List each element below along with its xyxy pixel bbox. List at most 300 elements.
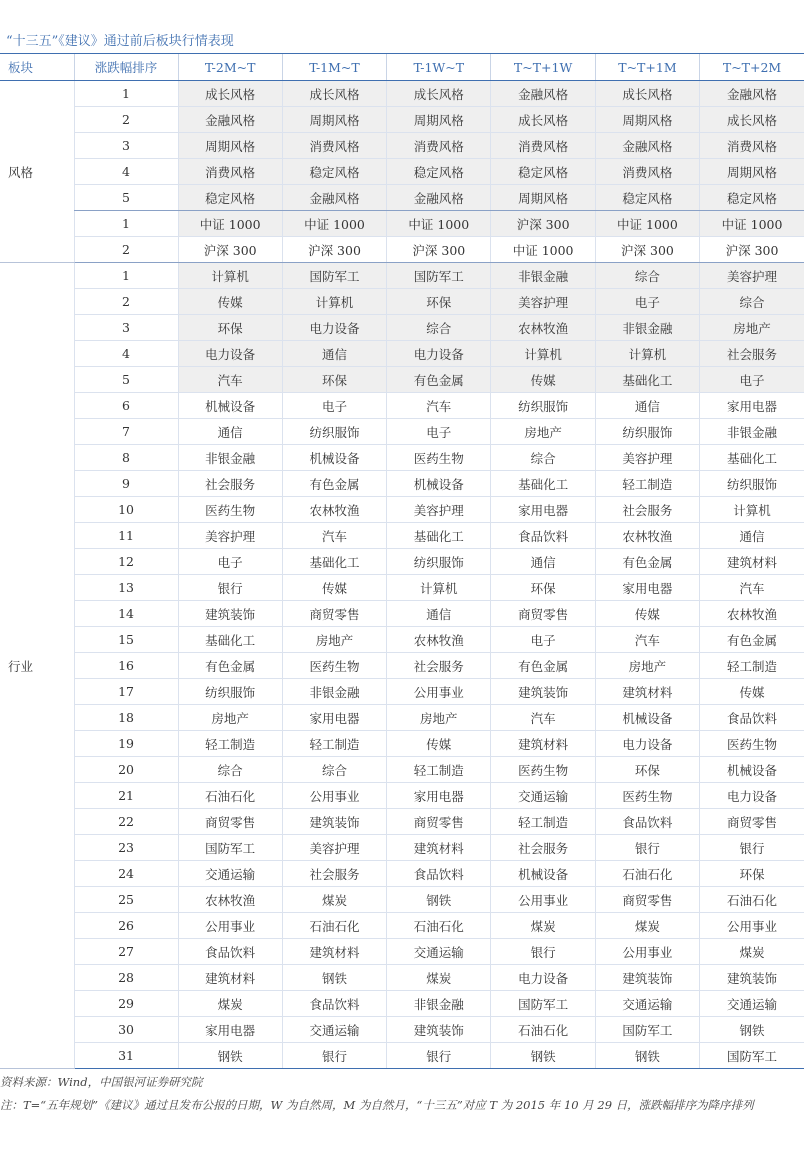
value-cell: 综合: [491, 445, 595, 471]
table-row: [0, 445, 804, 471]
value-cell: 煤炭: [595, 913, 699, 939]
value-cell: 建筑材料: [282, 939, 386, 965]
value-cell: 石油石化: [700, 887, 804, 913]
value-cell: 钢铁: [387, 887, 491, 913]
rank-cell: 2: [74, 237, 178, 263]
rank-cell: 3: [74, 133, 178, 159]
value-cell: 食品饮料: [387, 861, 491, 887]
value-cell: 传媒: [700, 679, 804, 705]
value-cell: 美容护理: [387, 497, 491, 523]
value-cell: 金融风格: [700, 81, 804, 107]
value-cell: 周期风格: [178, 133, 282, 159]
value-cell: 沪深 300: [491, 211, 595, 237]
table-row: [0, 497, 804, 523]
value-cell: 交通运输: [282, 1017, 386, 1043]
value-cell: 周期风格: [700, 159, 804, 185]
value-cell: 商贸零售: [178, 809, 282, 835]
value-cell: 消费风格: [178, 159, 282, 185]
value-cell: 医药生物: [491, 757, 595, 783]
table-row: [0, 991, 804, 1017]
value-cell: 传媒: [491, 367, 595, 393]
table-row: [0, 315, 804, 341]
source-note: 资料来源：Wind，中国银河证券研究院: [0, 1075, 203, 1089]
value-cell: 食品饮料: [700, 705, 804, 731]
rank-cell: 12: [74, 549, 178, 575]
value-cell: 轻工制造: [491, 809, 595, 835]
table-row: [0, 809, 804, 835]
rank-cell: 15: [74, 627, 178, 653]
value-cell: 钢铁: [491, 1043, 595, 1069]
value-cell: 医药生物: [178, 497, 282, 523]
value-cell: 汽车: [387, 393, 491, 419]
value-cell: 有色金属: [282, 471, 386, 497]
value-cell: 稳定风格: [282, 159, 386, 185]
value-cell: 机械设备: [491, 861, 595, 887]
value-cell: 成长风格: [491, 107, 595, 133]
value-cell: 中证 1000: [282, 211, 386, 237]
value-cell: 农林牧渔: [387, 627, 491, 653]
value-cell: 综合: [595, 263, 699, 289]
table-row: [0, 783, 804, 809]
header-t-2m: T-2M~T: [178, 54, 282, 81]
table-row: [0, 393, 804, 419]
value-cell: 煤炭: [282, 887, 386, 913]
value-cell: 通信: [178, 419, 282, 445]
table-row: [0, 575, 804, 601]
value-cell: 周期风格: [387, 107, 491, 133]
table-row: [0, 679, 804, 705]
value-cell: 建筑材料: [595, 679, 699, 705]
value-cell: 纺织服饰: [178, 679, 282, 705]
value-cell: 公用事业: [595, 939, 699, 965]
value-cell: 煤炭: [491, 913, 595, 939]
value-cell: 综合: [282, 757, 386, 783]
value-cell: 农林牧渔: [700, 601, 804, 627]
table-header-row: [0, 54, 804, 81]
value-cell: 环保: [595, 757, 699, 783]
table-row: [0, 81, 804, 107]
value-cell: 交通运输: [595, 991, 699, 1017]
rank-cell: 28: [74, 965, 178, 991]
rank-cell: 16: [74, 653, 178, 679]
rank-cell: 11: [74, 523, 178, 549]
rank-cell: 18: [74, 705, 178, 731]
value-cell: 商贸零售: [491, 601, 595, 627]
value-cell: 环保: [282, 367, 386, 393]
value-cell: 沪深 300: [387, 237, 491, 263]
value-cell: 环保: [387, 289, 491, 315]
header-t-1w: T-1W~T: [387, 54, 491, 81]
value-cell: 石油石化: [595, 861, 699, 887]
value-cell: 基础化工: [491, 471, 595, 497]
value-cell: 环保: [491, 575, 595, 601]
value-cell: 银行: [178, 575, 282, 601]
value-cell: 商贸零售: [387, 809, 491, 835]
value-cell: 环保: [700, 861, 804, 887]
value-cell: 成长风格: [178, 81, 282, 107]
value-cell: 非银金融: [491, 263, 595, 289]
value-cell: 农林牧渔: [491, 315, 595, 341]
table-row: [0, 289, 804, 315]
table-row: [0, 237, 804, 263]
value-cell: 有色金属: [178, 653, 282, 679]
value-cell: 医药生物: [700, 731, 804, 757]
value-cell: 社会服务: [491, 835, 595, 861]
value-cell: 消费风格: [595, 159, 699, 185]
value-cell: 非银金融: [700, 419, 804, 445]
rank-cell: 20: [74, 757, 178, 783]
header-t-plus-1m: T~T+1M: [595, 54, 699, 81]
value-cell: 交通运输: [700, 991, 804, 1017]
value-cell: 建筑装饰: [700, 965, 804, 991]
value-cell: 有色金属: [387, 367, 491, 393]
value-cell: 电子: [178, 549, 282, 575]
table-row: [0, 263, 804, 289]
value-cell: 钢铁: [700, 1017, 804, 1043]
value-cell: 国防军工: [595, 1017, 699, 1043]
value-cell: 食品饮料: [595, 809, 699, 835]
value-cell: 沪深 300: [282, 237, 386, 263]
value-cell: 汽车: [595, 627, 699, 653]
value-cell: 建筑材料: [178, 965, 282, 991]
value-cell: 社会服务: [178, 471, 282, 497]
value-cell: 沪深 300: [700, 237, 804, 263]
table-row: [0, 861, 804, 887]
value-cell: 家用电器: [282, 705, 386, 731]
table-row: [0, 341, 804, 367]
value-cell: 汽车: [491, 705, 595, 731]
value-cell: 建筑装饰: [282, 809, 386, 835]
value-cell: 金融风格: [282, 185, 386, 211]
value-cell: 消费风格: [282, 133, 386, 159]
rank-cell: 13: [74, 575, 178, 601]
value-cell: 国防军工: [491, 991, 595, 1017]
value-cell: 轻工制造: [595, 471, 699, 497]
value-cell: 社会服务: [282, 861, 386, 887]
rank-cell: 2: [74, 289, 178, 315]
value-cell: 中证 1000: [178, 211, 282, 237]
value-cell: 轻工制造: [282, 731, 386, 757]
value-cell: 建筑装饰: [595, 965, 699, 991]
rank-cell: 21: [74, 783, 178, 809]
value-cell: 非银金融: [595, 315, 699, 341]
rank-cell: 3: [74, 315, 178, 341]
value-cell: 煤炭: [387, 965, 491, 991]
value-cell: 商贸零售: [700, 809, 804, 835]
value-cell: 医药生物: [595, 783, 699, 809]
value-cell: 家用电器: [700, 393, 804, 419]
value-cell: 建筑装饰: [178, 601, 282, 627]
value-cell: 食品饮料: [282, 991, 386, 1017]
value-cell: 交通运输: [491, 783, 595, 809]
value-cell: 非银金融: [387, 991, 491, 1017]
value-cell: 计算机: [282, 289, 386, 315]
value-cell: 计算机: [700, 497, 804, 523]
value-cell: 家用电器: [595, 575, 699, 601]
rank-cell: 27: [74, 939, 178, 965]
value-cell: 美容护理: [282, 835, 386, 861]
value-cell: 成长风格: [387, 81, 491, 107]
header-t-plus-2m: T~T+2M: [700, 54, 804, 81]
value-cell: 电力设备: [595, 731, 699, 757]
value-cell: 电子: [700, 367, 804, 393]
value-cell: 农林牧渔: [178, 887, 282, 913]
table-body: [0, 81, 804, 1069]
table-row: [0, 419, 804, 445]
value-cell: 中证 1000: [700, 211, 804, 237]
value-cell: 美容护理: [595, 445, 699, 471]
table-row: [0, 731, 804, 757]
sector-performance-table: [0, 53, 804, 1069]
table-row: [0, 211, 804, 237]
value-cell: 金融风格: [178, 107, 282, 133]
value-cell: 稳定风格: [178, 185, 282, 211]
value-cell: 基础化工: [178, 627, 282, 653]
value-cell: 机械设备: [282, 445, 386, 471]
value-cell: 钢铁: [178, 1043, 282, 1069]
table-row: [0, 887, 804, 913]
rank-cell: 2: [74, 107, 178, 133]
table-title: “十三五”《建议》通过前后板块行情表现: [6, 34, 234, 49]
table-row: [0, 939, 804, 965]
rank-cell: 4: [74, 341, 178, 367]
value-cell: 环保: [178, 315, 282, 341]
value-cell: 石油石化: [178, 783, 282, 809]
value-cell: 房地产: [282, 627, 386, 653]
value-cell: 建筑材料: [491, 731, 595, 757]
value-cell: 公用事业: [700, 913, 804, 939]
value-cell: 电力设备: [178, 341, 282, 367]
value-cell: 周期风格: [282, 107, 386, 133]
table-row: [0, 133, 804, 159]
value-cell: 农林牧渔: [595, 523, 699, 549]
value-cell: 稳定风格: [387, 159, 491, 185]
value-cell: 轻工制造: [700, 653, 804, 679]
value-cell: 银行: [282, 1043, 386, 1069]
value-cell: 医药生物: [282, 653, 386, 679]
rank-cell: 22: [74, 809, 178, 835]
table-row: [0, 757, 804, 783]
header-rank: 涨跌幅排序: [74, 54, 178, 81]
value-cell: 美容护理: [700, 263, 804, 289]
rank-cell: 5: [74, 367, 178, 393]
value-cell: 食品饮料: [491, 523, 595, 549]
rank-cell: 30: [74, 1017, 178, 1043]
table-row: [0, 1043, 804, 1069]
value-cell: 传媒: [387, 731, 491, 757]
value-cell: 汽车: [178, 367, 282, 393]
value-cell: 美容护理: [178, 523, 282, 549]
value-cell: 国防军工: [700, 1043, 804, 1069]
value-cell: 电力设备: [491, 965, 595, 991]
value-cell: 公用事业: [387, 679, 491, 705]
value-cell: 房地产: [700, 315, 804, 341]
rank-cell: 7: [74, 419, 178, 445]
value-cell: 国防军工: [178, 835, 282, 861]
value-cell: 纺织服饰: [700, 471, 804, 497]
value-cell: 房地产: [595, 653, 699, 679]
value-cell: 建筑材料: [387, 835, 491, 861]
value-cell: 电力设备: [387, 341, 491, 367]
table-row: [0, 1017, 804, 1043]
value-cell: 钢铁: [595, 1043, 699, 1069]
value-cell: 煤炭: [178, 991, 282, 1017]
value-cell: 房地产: [178, 705, 282, 731]
value-cell: 医药生物: [387, 445, 491, 471]
value-cell: 沪深 300: [178, 237, 282, 263]
rank-cell: 1: [74, 81, 178, 107]
value-cell: 机械设备: [700, 757, 804, 783]
value-cell: 成长风格: [595, 81, 699, 107]
value-cell: 基础化工: [282, 549, 386, 575]
rank-cell: 14: [74, 601, 178, 627]
rank-cell: 23: [74, 835, 178, 861]
value-cell: 综合: [387, 315, 491, 341]
value-cell: 银行: [700, 835, 804, 861]
value-cell: 纺织服饰: [387, 549, 491, 575]
value-cell: 传媒: [282, 575, 386, 601]
value-cell: 银行: [491, 939, 595, 965]
value-cell: 有色金属: [491, 653, 595, 679]
value-cell: 通信: [387, 601, 491, 627]
value-cell: 建筑材料: [700, 549, 804, 575]
rank-cell: 31: [74, 1043, 178, 1069]
value-cell: 轻工制造: [387, 757, 491, 783]
value-cell: 公用事业: [491, 887, 595, 913]
value-cell: 稳定风格: [700, 185, 804, 211]
value-cell: 非银金融: [178, 445, 282, 471]
rank-cell: 17: [74, 679, 178, 705]
rank-cell: 24: [74, 861, 178, 887]
value-cell: 通信: [282, 341, 386, 367]
table-row: [0, 549, 804, 575]
value-cell: 交通运输: [178, 861, 282, 887]
table-row: [0, 367, 804, 393]
header-sector: 板块: [0, 54, 74, 81]
rank-cell: 4: [74, 159, 178, 185]
value-cell: 交通运输: [387, 939, 491, 965]
value-cell: 电子: [282, 393, 386, 419]
value-cell: 钢铁: [282, 965, 386, 991]
table-row: [0, 965, 804, 991]
value-cell: 家用电器: [491, 497, 595, 523]
table-row: [0, 107, 804, 133]
table-row: [0, 471, 804, 497]
rank-cell: 1: [74, 263, 178, 289]
value-cell: 银行: [595, 835, 699, 861]
value-cell: 银行: [387, 1043, 491, 1069]
value-cell: 稳定风格: [595, 185, 699, 211]
value-cell: 农林牧渔: [282, 497, 386, 523]
group-label: 风格: [0, 81, 74, 263]
value-cell: 综合: [178, 757, 282, 783]
rank-cell: 25: [74, 887, 178, 913]
value-cell: 石油石化: [491, 1017, 595, 1043]
rank-cell: 29: [74, 991, 178, 1017]
rank-cell: 6: [74, 393, 178, 419]
rank-cell: 1: [74, 211, 178, 237]
value-cell: 有色金属: [595, 549, 699, 575]
value-cell: 电力设备: [282, 315, 386, 341]
value-cell: 沪深 300: [595, 237, 699, 263]
value-cell: 中证 1000: [387, 211, 491, 237]
value-cell: 通信: [700, 523, 804, 549]
value-cell: 有色金属: [700, 627, 804, 653]
value-cell: 成长风格: [700, 107, 804, 133]
value-cell: 金融风格: [387, 185, 491, 211]
value-cell: 公用事业: [282, 783, 386, 809]
table-row: [0, 705, 804, 731]
value-cell: 基础化工: [595, 367, 699, 393]
table-row: [0, 835, 804, 861]
value-cell: 周期风格: [595, 107, 699, 133]
value-cell: 稳定风格: [491, 159, 595, 185]
value-cell: 石油石化: [282, 913, 386, 939]
value-cell: 非银金融: [282, 679, 386, 705]
value-cell: 机械设备: [387, 471, 491, 497]
table-row: [0, 601, 804, 627]
value-cell: 汽车: [700, 575, 804, 601]
rank-cell: 5: [74, 185, 178, 211]
value-cell: 通信: [491, 549, 595, 575]
value-cell: 纺织服饰: [282, 419, 386, 445]
table-row: [0, 653, 804, 679]
value-cell: 机械设备: [595, 705, 699, 731]
value-cell: 纺织服饰: [595, 419, 699, 445]
value-cell: 通信: [595, 393, 699, 419]
value-cell: 金融风格: [595, 133, 699, 159]
value-cell: 金融风格: [491, 81, 595, 107]
value-cell: 机械设备: [178, 393, 282, 419]
header-t-plus-1w: T~T+1W: [491, 54, 595, 81]
table-row: [0, 523, 804, 549]
table-row: [0, 159, 804, 185]
value-cell: 家用电器: [178, 1017, 282, 1043]
group-label: 行业: [0, 263, 74, 1069]
value-cell: 电子: [595, 289, 699, 315]
value-cell: 美容护理: [491, 289, 595, 315]
value-cell: 公用事业: [178, 913, 282, 939]
value-cell: 基础化工: [387, 523, 491, 549]
value-cell: 商贸零售: [595, 887, 699, 913]
table-row: [0, 185, 804, 211]
value-cell: 中证 1000: [595, 211, 699, 237]
value-cell: 家用电器: [387, 783, 491, 809]
value-cell: 房地产: [387, 705, 491, 731]
value-cell: 传媒: [178, 289, 282, 315]
footnote: 注：T=“五年规划”《建议》通过且发布公报的日期，W 为自然周，M 为自然月，“十三五”对应 T 为 2015 年 10 月 29 日，涨跌幅排序为降序排列: [0, 1098, 754, 1112]
header-t-1m: T-1M~T: [282, 54, 386, 81]
value-cell: 社会服务: [387, 653, 491, 679]
value-cell: 计算机: [178, 263, 282, 289]
value-cell: 电子: [387, 419, 491, 445]
value-cell: 传媒: [595, 601, 699, 627]
value-cell: 建筑装饰: [387, 1017, 491, 1043]
value-cell: 国防军工: [282, 263, 386, 289]
value-cell: 计算机: [387, 575, 491, 601]
value-cell: 成长风格: [282, 81, 386, 107]
value-cell: 建筑装饰: [491, 679, 595, 705]
value-cell: 计算机: [491, 341, 595, 367]
value-cell: 煤炭: [700, 939, 804, 965]
value-cell: 国防军工: [387, 263, 491, 289]
value-cell: 食品饮料: [178, 939, 282, 965]
value-cell: 石油石化: [387, 913, 491, 939]
rank-cell: 10: [74, 497, 178, 523]
value-cell: 社会服务: [595, 497, 699, 523]
value-cell: 社会服务: [700, 341, 804, 367]
table-row: [0, 627, 804, 653]
